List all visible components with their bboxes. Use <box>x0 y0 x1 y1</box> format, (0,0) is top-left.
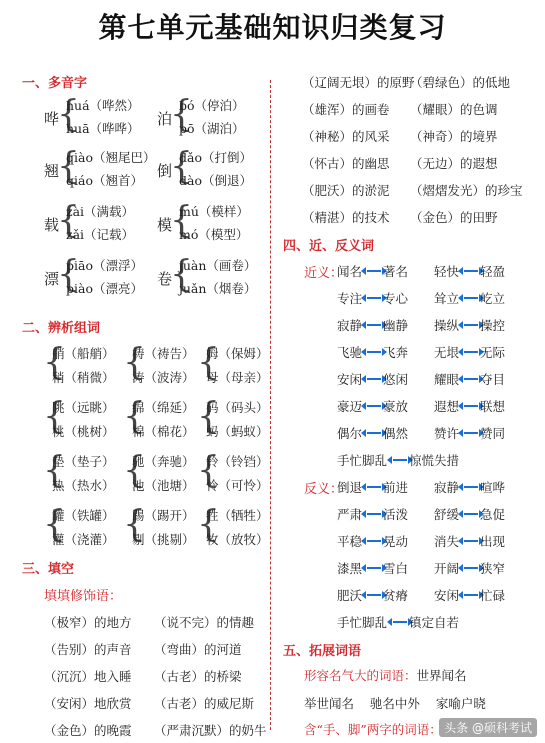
word-item: 雪白 <box>383 561 409 576</box>
antonym-label: 反义： <box>304 482 344 497</box>
word-item: 赞同 <box>480 426 506 441</box>
double-arrow-icon <box>367 567 381 569</box>
modifier-item: （熠熠发光）的珍宝 <box>410 183 523 198</box>
double-arrow-icon <box>464 432 478 434</box>
modifier-item: （极窄）的地方 <box>44 615 132 630</box>
word-item: 遐想 <box>434 399 460 414</box>
word-item: 稍（稍微） <box>52 370 115 385</box>
word-item: 无际 <box>480 345 506 360</box>
word-item: 豪迈 <box>337 399 363 414</box>
word-item: 安闲 <box>337 372 363 387</box>
reading-item: piào（漂亮） <box>66 281 143 296</box>
word-item: 无垠 <box>434 345 460 360</box>
word-item: 驰（奔驰） <box>132 454 195 469</box>
word-item: 飞驰 <box>337 345 363 360</box>
word-item: 罐（铁罐） <box>52 508 115 523</box>
modifier-item: （安闲）地欣赏 <box>44 696 132 711</box>
double-arrow-icon <box>367 405 381 407</box>
modifier-item: （古老）的桥梁 <box>154 669 242 684</box>
word-item: 喧哗 <box>480 480 506 495</box>
fame-words-label: 形容名气大的词语： <box>304 668 417 683</box>
word-item: 寂静 <box>434 480 460 495</box>
double-arrow-icon <box>393 621 407 623</box>
word-item: 严肃 <box>337 507 363 522</box>
reading-item: bó（停泊） <box>179 98 245 113</box>
double-arrow-icon <box>464 378 478 380</box>
word-item: 祷（祷告） <box>132 346 195 361</box>
word-item: 前进 <box>383 480 409 495</box>
modifier-item: （神奇）的境界 <box>410 129 498 144</box>
brace: { <box>170 146 193 187</box>
word-item: 操纵 <box>434 318 460 333</box>
double-arrow-icon <box>367 486 381 488</box>
polyphone-char: 倒 <box>157 162 173 180</box>
word-item: 手忙脚乱 <box>337 453 388 468</box>
modifier-item: （说不完）的情趣 <box>154 615 255 630</box>
double-arrow-icon <box>367 432 381 434</box>
brace: { <box>170 94 193 135</box>
word-item: 专注 <box>337 291 363 306</box>
word-item: 灌（浇灌） <box>52 532 115 547</box>
word-item: 消失 <box>434 534 460 549</box>
word-item: 肥沃 <box>337 588 363 603</box>
word-item: 闻名 <box>337 264 363 279</box>
double-arrow-icon <box>464 297 478 299</box>
word-item: 牲（牺牲） <box>206 508 269 523</box>
polyphone-char: 泊 <box>157 110 173 128</box>
word-item: 棉（棉花） <box>132 424 195 439</box>
word-item: 剔（挑剔） <box>132 532 195 547</box>
modifier-item: （古老）的威尼斯 <box>154 696 255 711</box>
section-heading-word-discrimination: 二、辨析组词 <box>22 321 101 336</box>
modifier-item: （无边）的遐想 <box>410 156 498 171</box>
fame-words-line <box>304 666 467 684</box>
word-item: 贫瘠 <box>383 588 409 603</box>
word-item: 牧（放牧） <box>206 532 269 547</box>
double-arrow-icon <box>367 270 381 272</box>
word-item: 轻快 <box>434 264 460 279</box>
word-item: 偶尔 <box>337 426 363 441</box>
word-item: 专心 <box>383 291 409 306</box>
word-item: 联想 <box>480 399 506 414</box>
double-arrow-icon <box>367 513 381 515</box>
double-arrow-icon <box>464 270 478 272</box>
word-item: 夺目 <box>480 372 506 387</box>
double-arrow-icon <box>464 351 478 353</box>
modifier-item: （碧绿色）的低地 <box>410 75 511 90</box>
word-item: 开阔 <box>434 561 460 576</box>
brace: { <box>197 342 220 383</box>
word-item: 垫（垫子） <box>52 454 115 469</box>
word-item: 家喻户晓 <box>435 696 486 711</box>
double-arrow-icon <box>367 324 381 326</box>
word-item: 绵（绵延） <box>132 400 195 415</box>
modifier-item: （沉沉）地入睡 <box>44 669 132 684</box>
reading-item: juàn（画卷） <box>179 258 257 273</box>
modifier-item: （辽阔无垠）的原野 <box>302 75 415 90</box>
polyphone-char: 卷 <box>157 270 173 288</box>
word-item: 眺（远眺） <box>52 400 115 415</box>
reading-item: pō（湖泊） <box>179 121 245 136</box>
word-item: 蚂（蚂蚁） <box>206 424 269 439</box>
double-arrow-icon <box>367 594 381 596</box>
modifier-item: （怀古）的幽思 <box>302 156 390 171</box>
section-heading-polyphones: 一、多音字 <box>22 76 88 91</box>
word-item: 涛（波涛） <box>132 370 195 385</box>
word-item: 举世闻名 <box>304 696 355 711</box>
word-item: 偶然 <box>383 426 409 441</box>
word-item: 急促 <box>480 507 506 522</box>
word-item: 池（池塘） <box>132 478 195 493</box>
fame-words-more <box>304 694 486 712</box>
word-item: 幽静 <box>383 318 409 333</box>
word-item: 母（母亲） <box>206 370 269 385</box>
word-item: 舒缓 <box>434 507 460 522</box>
reading-item: qiào（翘尾巴） <box>66 150 156 165</box>
word-item: 悠闲 <box>383 372 409 387</box>
word-item: 狭窄 <box>480 561 506 576</box>
brace: { <box>170 200 193 241</box>
reading-item: mú（模样） <box>179 204 249 219</box>
double-arrow-icon <box>464 405 478 407</box>
brace: { <box>57 94 80 135</box>
brace: { <box>43 504 66 545</box>
reading-item: zǎi（记载） <box>66 227 135 242</box>
modifier-item: （肥沃）的淤泥 <box>302 183 390 198</box>
word-item: 惊慌失措 <box>409 453 460 468</box>
reading-item: zài（满载） <box>66 204 135 219</box>
word-item: 豪放 <box>383 399 409 414</box>
polyphone-char: 模 <box>157 216 173 234</box>
word-item: 桃（桃树） <box>52 424 115 439</box>
reading-item: qiáo（翘首） <box>66 173 143 188</box>
brace: { <box>123 450 146 491</box>
word-item: 倒退 <box>337 480 363 495</box>
brace: { <box>43 342 66 383</box>
modifier-item: （雄浑）的画卷 <box>302 102 390 117</box>
word-item: 平稳 <box>337 534 363 549</box>
double-arrow-icon <box>367 540 381 542</box>
brace: { <box>123 504 146 545</box>
word-item: 热（热水） <box>52 478 115 493</box>
word-item: 铃（铃铛） <box>206 454 269 469</box>
word-item: 漆黑 <box>337 561 363 576</box>
word-item: 踢（踢开） <box>132 508 195 523</box>
reading-item: piāo（漂浮） <box>66 258 143 273</box>
polyphone-char: 翘 <box>44 162 60 180</box>
word-item: 忙碌 <box>480 588 506 603</box>
word-item: 耸立 <box>434 291 460 306</box>
brace: { <box>123 342 146 383</box>
word-item: 著名 <box>383 264 409 279</box>
brace: { <box>43 396 66 437</box>
polyphone-char: 漂 <box>44 270 60 288</box>
word-item: 屹立 <box>480 291 506 306</box>
page-title: 第七单元基础知识归类复习 <box>98 11 447 44</box>
double-arrow-icon <box>464 594 478 596</box>
brace: { <box>57 254 80 295</box>
column-divider <box>270 80 271 730</box>
modifier-item: （神秘）的风采 <box>302 129 390 144</box>
section-heading-fill-in: 三、填空 <box>22 562 75 577</box>
double-arrow-icon <box>464 540 478 542</box>
brace: { <box>170 254 193 295</box>
modifier-item: （严肃沉默）的奶牛 <box>154 723 267 738</box>
modifier-item: （弯曲）的河道 <box>154 642 242 657</box>
double-arrow-icon <box>393 459 407 461</box>
double-arrow-icon <box>464 567 478 569</box>
reading-item: dào（倒退） <box>179 173 252 188</box>
double-arrow-icon <box>367 378 381 380</box>
word-item: 出现 <box>480 534 506 549</box>
modifier-item: （告别）的声音 <box>44 642 132 657</box>
word-item: 晃动 <box>383 534 409 549</box>
brace: { <box>197 504 220 545</box>
reading-item: huā（哗哗） <box>66 121 140 136</box>
double-arrow-icon <box>464 486 478 488</box>
word-item: 怜（可怜） <box>206 478 269 493</box>
word-item: 安闲 <box>434 588 460 603</box>
word-item: 镇定自若 <box>409 615 460 630</box>
section-heading-synonyms-antonyms: 四、近、反义词 <box>283 239 375 254</box>
watermark: 头条 @硕科考试 <box>439 718 537 737</box>
brace: { <box>197 450 220 491</box>
modifier-item: （金色）的晚霞 <box>44 723 132 738</box>
double-arrow-icon <box>464 513 478 515</box>
reading-item: mó（模型） <box>179 227 249 242</box>
word-item: 操控 <box>480 318 506 333</box>
word-item: 赞许 <box>434 426 460 441</box>
modifier-item: （耀眼）的色调 <box>410 102 498 117</box>
double-arrow-icon <box>464 324 478 326</box>
word-item: 姆（保姆） <box>206 346 269 361</box>
word-item: 活泼 <box>383 507 409 522</box>
word-item: 寂静 <box>337 318 363 333</box>
hand-foot-words-label: 含“手、脚”两字的词语： <box>304 722 442 737</box>
brace: { <box>123 396 146 437</box>
reading-item: juǎn（烟卷） <box>179 281 257 296</box>
word-item: 轻盈 <box>480 264 506 279</box>
modifier-item: （金色）的田野 <box>410 210 498 225</box>
polyphone-char: 哗 <box>44 110 60 128</box>
brace: { <box>57 146 80 187</box>
brace: { <box>43 450 66 491</box>
fill-in-subheading: 填填修饰语： <box>44 589 123 604</box>
word-item: 耀眼 <box>434 372 460 387</box>
modifier-item: （精湛）的技术 <box>302 210 390 225</box>
double-arrow-icon <box>367 297 381 299</box>
word-item: 驰名中外 <box>369 696 420 711</box>
double-arrow-icon <box>367 351 381 353</box>
brace: { <box>197 396 220 437</box>
section-heading-extended-words: 五、拓展词语 <box>283 644 362 659</box>
fame-words-value: 世界闻名 <box>416 668 467 683</box>
word-item: 手忙脚乱 <box>337 615 388 630</box>
synonym-label: 近义： <box>304 266 344 281</box>
reading-item: huá（哗然） <box>66 98 140 113</box>
polyphone-char: 载 <box>44 216 60 234</box>
word-item: 艄（船艄） <box>52 346 115 361</box>
word-item: 码（码头） <box>206 400 269 415</box>
brace: { <box>57 200 80 241</box>
word-item: 飞奔 <box>383 345 409 360</box>
reading-item: dǎo（打倒） <box>179 150 252 165</box>
